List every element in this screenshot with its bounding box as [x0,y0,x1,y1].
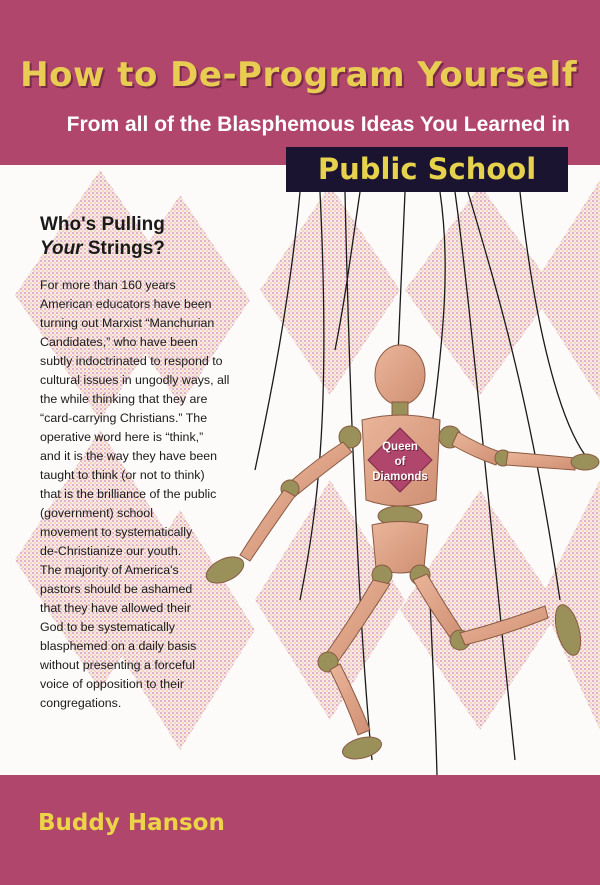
heading-line1: Who's Pulling [40,214,165,235]
body-line: The majority of America's [40,563,179,577]
book-title: How to De-Program Yourself [20,55,577,95]
sidebar-body [40,276,255,713]
body-line: turning out Marxist “Manchurian [40,316,215,330]
body-line: subtly indoctrinated to respond to [40,354,223,368]
book-subtitle: From all of the Blasphemous Ideas You Learned in [66,113,570,136]
badge-line1: Queen [382,441,418,453]
body-line: (government) school [40,506,153,520]
body-line: that they have allowed their [40,601,191,615]
body-line: and it is the way they have been [40,449,218,463]
body-line: the while thinking that they are [40,392,208,406]
body-line: that is the brilliance of the public [40,487,217,501]
badge-line3: Diamonds [372,471,428,483]
body-line: American educators have been [40,297,212,311]
body-line: For more than 160 years [40,278,176,292]
body-line: pastors should be ashamed [40,582,193,596]
body-line: movement to systematically [40,525,193,539]
banner-text: Public School [317,152,537,186]
body-line: cultural issues in ungodly ways, all [40,373,230,387]
body-line: taught to think (or not to think) [40,468,205,482]
body-line: blasphemed on a daily basis [40,639,197,653]
queen-of-diamonds-badge [370,440,430,485]
body-line: de-Christianize our youth. [40,544,182,558]
badge-line2: of [394,456,406,468]
body-line: congregations. [40,696,122,710]
body-line: without presenting a forceful [40,658,195,672]
body-line: Candidates,” who have been [40,335,198,349]
heading-emphasis: Your [40,238,83,259]
author-name: Buddy Hanson [38,810,225,836]
body-line: “card-carrying Christians.” The [40,411,208,425]
sidebar-heading [40,213,165,261]
mannequin-figure [202,345,599,763]
heading-rest: Strings? [82,238,165,259]
body-line: God to be systematically [40,620,175,634]
body-line: voice of opposition to their [40,677,184,691]
body-line: operative word here is “think,” [40,430,204,444]
